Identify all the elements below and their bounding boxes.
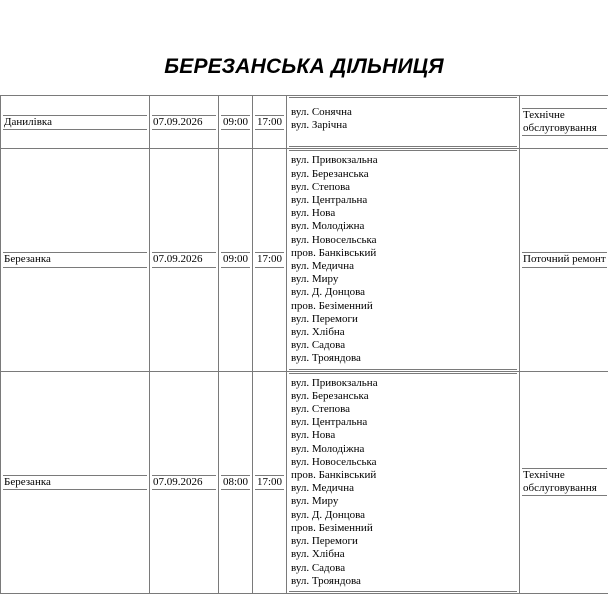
date-cell: 07.09.2026	[150, 371, 219, 593]
street-item: вул. Садова	[291, 339, 516, 352]
street-item: вул. Молодіжна	[291, 443, 516, 456]
street-item: вул. Зарічна	[291, 119, 516, 132]
street-item: вул. Д. Донцова	[291, 509, 516, 522]
start-time-cell: 09:00	[219, 149, 253, 371]
work-type-cell: Поточний ремонт	[520, 149, 608, 371]
street-item: вул. Перемоги	[291, 313, 516, 326]
work-type-cell: Технічне обслуговування	[520, 96, 608, 149]
street-item: вул. Трояндова	[291, 575, 516, 588]
streets-cell	[287, 149, 520, 371]
street-item: вул. Центральна	[291, 194, 516, 207]
streets-cell	[287, 371, 520, 593]
street-item: пров. Безіменний	[291, 522, 516, 535]
settlement-cell: Березанка	[1, 149, 150, 371]
street-item: вул. Центральна	[291, 416, 516, 429]
street-item: вул. Перемоги	[291, 535, 516, 548]
street-item: вул. Березанська	[291, 390, 516, 403]
table-row	[1, 96, 608, 149]
street-item: пров. Банківський	[291, 247, 516, 260]
street-item: вул. Новосельська	[291, 234, 516, 247]
streets-cell	[287, 96, 520, 149]
start-time-cell: 09:00	[219, 96, 253, 149]
street-item: вул. Медична	[291, 260, 516, 273]
street-item: вул. Нова	[291, 207, 516, 220]
street-item: вул. Хлібна	[291, 548, 516, 561]
end-time-cell: 17:00	[253, 149, 287, 371]
street-item: вул. Степова	[291, 181, 516, 194]
street-item: вул. Привокзальна	[291, 377, 516, 390]
start-time-cell: 08:00	[219, 371, 253, 593]
street-item: пров. Банківський	[291, 469, 516, 482]
street-item: вул. Привокзальна	[291, 154, 516, 167]
end-time-cell: 17:00	[253, 96, 287, 149]
street-item: вул. Молодіжна	[291, 220, 516, 233]
street-item: вул. Д. Донцова	[291, 286, 516, 299]
settlement-cell: Березанка	[1, 371, 150, 593]
street-item: пров. Безіменний	[291, 300, 516, 313]
settlement-cell: Данилівка	[1, 96, 150, 149]
page-title: БЕРЕЗАНСЬКА ДІЛЬНИЦЯ	[0, 53, 608, 81]
street-item: вул. Степова	[291, 403, 516, 416]
street-item: вул. Миру	[291, 273, 516, 286]
street-item: вул. Садова	[291, 562, 516, 575]
table-row	[1, 371, 608, 593]
date-cell: 07.09.2026	[150, 96, 219, 149]
street-item: вул. Нова	[291, 429, 516, 442]
work-type-cell: Технічне обслуговування	[520, 371, 608, 593]
street-item: вул. Медична	[291, 482, 516, 495]
street-item: вул. Сонячна	[291, 106, 516, 119]
street-item: вул. Хлібна	[291, 326, 516, 339]
street-item: вул. Новосельська	[291, 456, 516, 469]
date-cell: 07.09.2026	[150, 149, 219, 371]
outage-schedule-table	[0, 95, 608, 594]
street-item: вул. Миру	[291, 495, 516, 508]
table-row	[1, 149, 608, 371]
street-item: вул. Березанська	[291, 168, 516, 181]
street-item: вул. Трояндова	[291, 352, 516, 365]
end-time-cell: 17:00	[253, 371, 287, 593]
